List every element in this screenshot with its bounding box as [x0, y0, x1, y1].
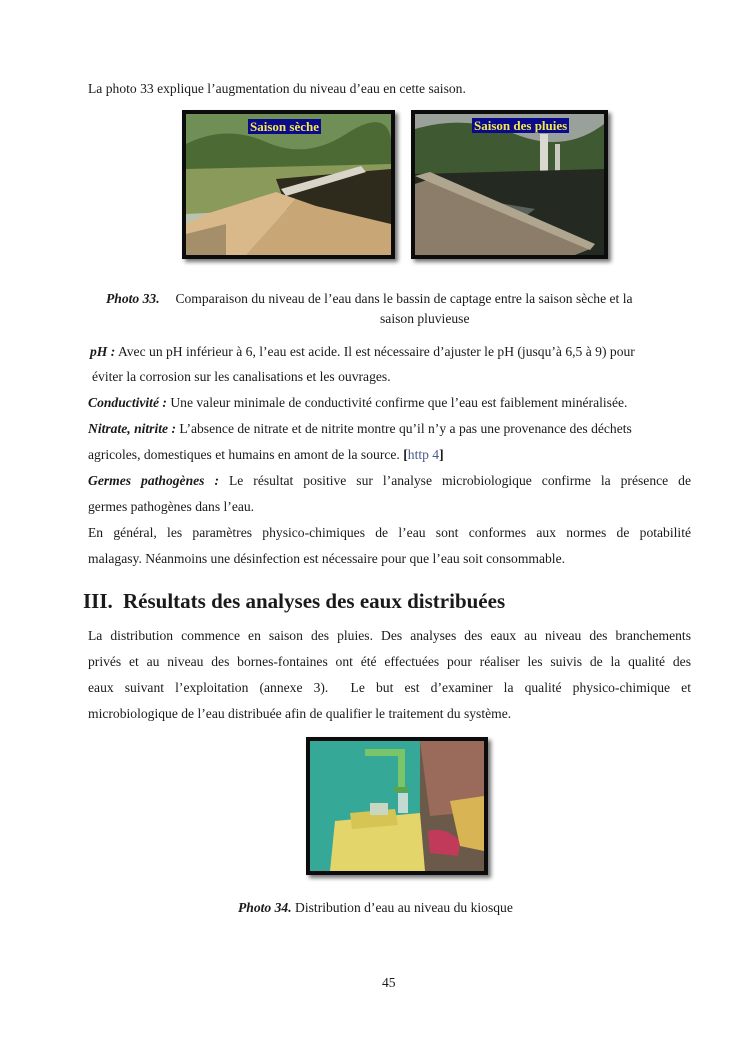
general-line1: En général, les paramètres physico-chimiques de l’eau sont conformes aux normes de potabilité — [88, 525, 691, 540]
photo34-caption — [238, 899, 513, 917]
germes-text: Le résultat positive sur l’analyse microbiologique confirme la présence de — [228, 473, 691, 488]
section-heading — [83, 589, 505, 614]
conductivite-term: Conductivité : — [88, 395, 167, 410]
photo34-caption-text: Distribution d’eau au niveau du kiosque — [295, 900, 513, 915]
section-number: III. — [83, 589, 113, 613]
general-line2: malagasy. Néanmoins une désinfection est nécessaire pour que l’eau soit consommable. — [88, 551, 566, 566]
photo33-caption-text: Comparaison du niveau de l’eau dans le bassin de captage entre la saison sèche et la — [175, 291, 633, 306]
nitrate-term: Nitrate, nitrite : — [88, 421, 176, 436]
photo33-caption-line2: saison pluvieuse — [380, 311, 470, 326]
nitrate-text-2: agricoles, domestiques et humains en amont de la source. — [88, 447, 400, 462]
nitrate-text: L’absence de nitrate et de nitrite montre qu’il n’y a pas une provenance des déchets — [179, 421, 632, 436]
ph-term: pH : — [90, 344, 116, 359]
photo-kiosk — [306, 737, 488, 875]
ph-line1 — [90, 343, 693, 361]
page-number: 45 — [382, 975, 396, 990]
rainy-season-image — [415, 114, 604, 255]
intro-text: La photo 33 explique l’augmentation du niveau d’eau en cette saison. — [88, 81, 466, 96]
ref-bracket-close: ] — [439, 447, 444, 462]
ph-text: Avec un pH inférieur à 6, l’eau est acide. Il est nécessaire d’ajuster le pH (jusqu’à 6,5 à 9) pour — [117, 344, 635, 359]
germes-line1 — [88, 472, 691, 490]
kiosk-image — [310, 741, 484, 871]
nitrate-line1 — [88, 420, 691, 438]
distribution-line1: La distribution commence en saison des pluies. Des analyses des eaux au niveau des branchements — [88, 628, 691, 643]
photo34-caption-label: Photo 34. — [238, 900, 292, 915]
nitrate-line2 — [88, 446, 691, 464]
photo33-caption-line1 — [106, 290, 633, 308]
conductivite-text: Une valeur minimale de conductivité confirme que l’eau est faiblement minéralisée. — [170, 395, 628, 410]
distribution-line2: privés et au niveau des bornes-fontaines ont été effectuées pour réaliser les suivis de la qualité des — [88, 654, 691, 669]
ref-bracket-open: [ — [403, 447, 408, 462]
photo33-caption-label: Photo 33. — [106, 291, 160, 306]
ph-line2: éviter la corrosion sur les canalisations et les ouvrages. — [92, 369, 391, 384]
label-dry-season: Saison sèche — [250, 119, 319, 134]
distribution-line3: eaux suivant l’exploitation (annexe 3). Le but est d’examiner la qualité physico-chimique et — [88, 680, 691, 695]
germes-term: Germes pathogènes : — [88, 473, 219, 488]
section-title: Résultats des analyses des eaux distribuées — [123, 589, 506, 613]
label-rainy-season: Saison des pluies — [474, 118, 568, 133]
dry-season-image — [186, 114, 391, 255]
germes-line2: germes pathogènes dans l’eau. — [88, 499, 255, 514]
ref-link-http4[interactable]: http 4 — [407, 447, 440, 462]
distribution-line4: microbiologique de l’eau distribuée afin de qualifier le traitement du système. — [88, 706, 512, 721]
conductivite-line — [88, 394, 691, 412]
